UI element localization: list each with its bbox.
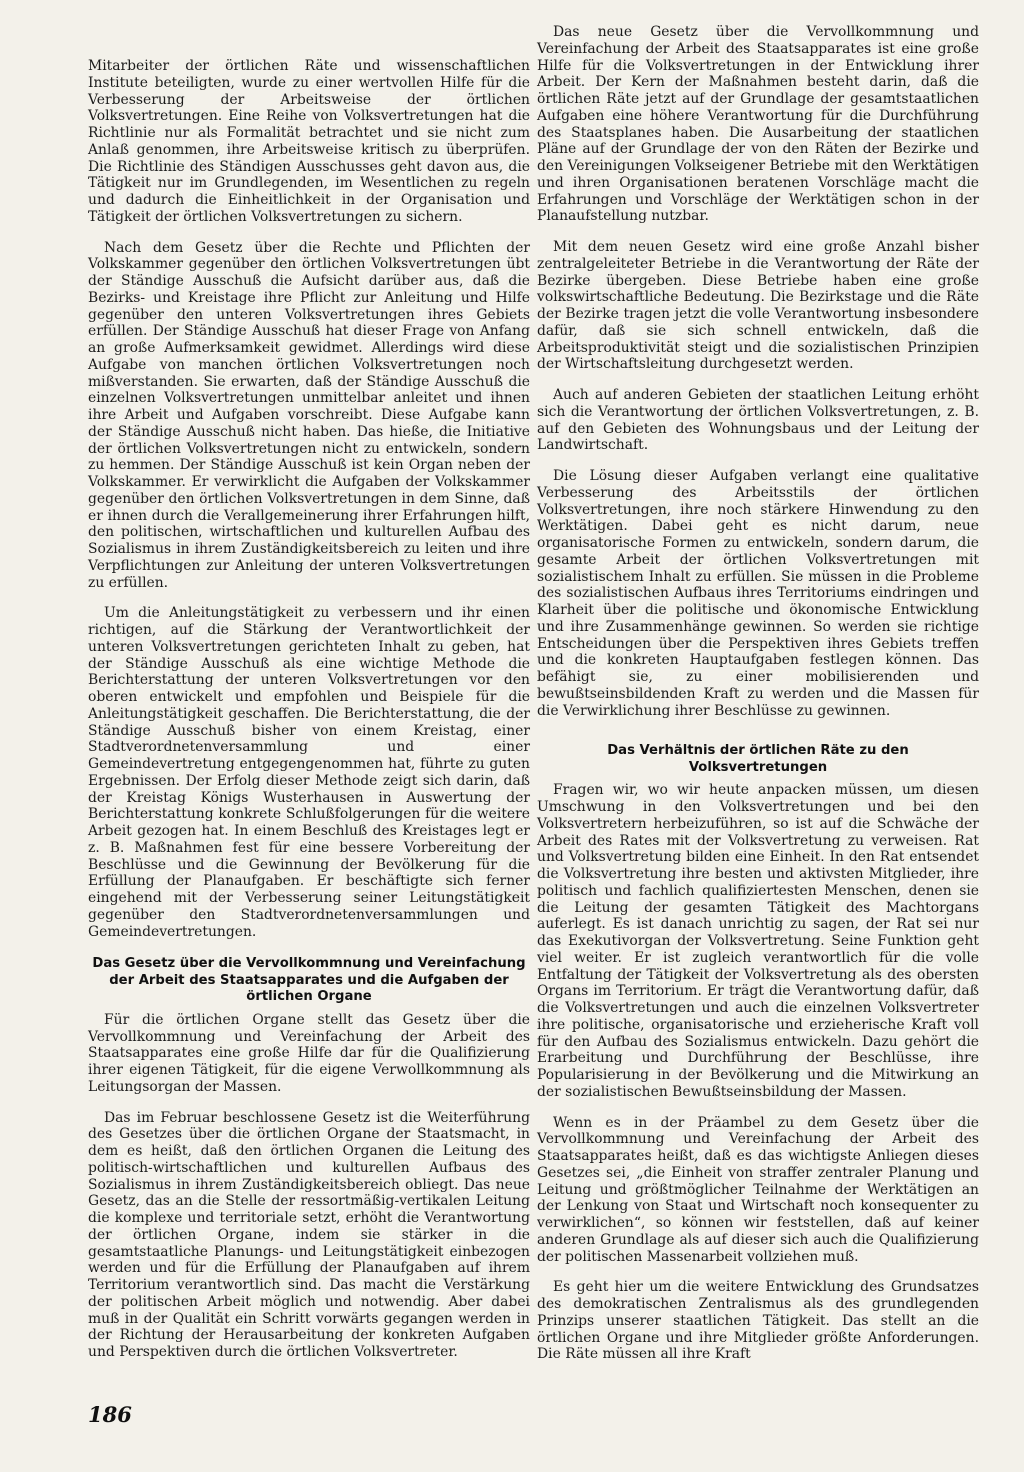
right-paragraph-6: Wenn es in der Präambel zu dem Gesetz über die Vervollkommnung und Vereinfachung der Arbeit des Staatsapparates heißt, daß es das wichtigste Anliegen dieses Gesetzes sei, „die Einheit von straffer zentraler Planung und Leitung und größtmöglicher Teilnahme der Werktätigen an der Lenkung von Staat und Wirtschaft noch konsequenter zu verwirklichen“, so können wir feststellen, daß auf keiner anderen Grundlage als auf dieser sich auch die Qualifizierung der politischen Massenarbeit vollziehen muß. <box>537 1114 979 1265</box>
left-paragraph-4: Für die örtlichen Organe stellt das Gesetz über die Vervollkommnung und Vereinfachung der Arbeit des Staatsapparates eine große Hilfe dar für die Qualifizierung ihrer eigenen Tätigkeit, für die eigene Verwollkommnung als Leitungsorgan der Massen. <box>88 1011 530 1095</box>
right-paragraph-2: Mit dem neuen Gesetz wird eine große Anzahl bisher zentralgeleiteter Betriebe in die Verantwortung der Räte der Bezirke übergeben. Diese Betriebe haben eine große volkswirtschaftliche Bedeutung. Die Bezirkstage und die Räte der Bezirke tragen jetzt die volle Verantwortung insbesondere dafür, daß sie sich schnell entwickeln, daß die Arbeitsproduktivität steigt und die sozialistischen Prinzipien der Wirtschaftsleitung durchgesetzt werden. <box>537 239 979 373</box>
right-paragraph-1: Das neue Gesetz über die Vervollkommnung und Vereinfachung der Arbeit des Staatsapparates ist eine große Hilfe für die Volksvertretungen in der Entwicklung ihrer Arbeit. Der Kern der Maßnahmen besteht darin, daß die örtlichen Räte jetzt auf der Grundlage der gesamtstaatlichen Aufgaben eine höhere Verantwortung für die Durchführung des Staatsplanes haben. Die Ausarbeitung der staatlichen Pläne auf der Grundlage der von den Räten der Bezirke und den Vereinigungen Volkseigener Betriebe mit den Werktätigen und ihren Organisationen beratenen Vorschläge macht die Erfahrungen und Vorschläge der Werktätigen schon in der Planaufstellung nutzbar. <box>537 24 979 225</box>
right-column <box>537 24 979 1377</box>
left-paragraph-3: Um die Anleitungstätigkeit zu verbessern und ihr einen richtigen, auf die Stärkung der Verantwortlichkeit der unteren Volksvertretungen gerichteten Inhalt zu geben, hat der Ständige Ausschuß als eine wichtige Methode die Berichterstattung der unteren Volksvertretungen vor den oberen entwickelt und empfohlen und Beispiele für die Anleitungstätigkeit geschaffen. Die Berichterstattung, die der Ständige Ausschuß bisher von einem Kreistag, einer Stadtverordnetenversammlung und einer Gemeindevertretung entgegengenommen hat, führte zu guten Ergebnissen. Der Erfolg dieser Methode zeigt sich darin, daß der Kreistag Königs Wusterhausen in Auswertung der Berichterstattung konkrete Schlußfolgerungen für die weitere Arbeit gezogen hat. In einem Beschluß des Kreistages legt er z. B. Maßnahmen fest für eine bessere Vorbereitung der Beschlüsse und die Gewinnung der Bevölkerung für die Erfüllung der Planaufgaben. Er beschäftigte sich ferner eingehend mit der Verbesserung seiner Leitungstätigkeit gegenüber den Stadtverordnetenversammlungen und Gemeindevertretungen. <box>88 605 530 940</box>
right-paragraph-4: Die Lösung dieser Aufgaben verlangt eine qualitative Verbesserung des Arbeitsstils der örtlichen Volksvertretungen, ihre noch stärkere Hinwendung zu den Werktätigen. Dabei geht es nicht darum, neue organisatorische Formen zu entwickeln, sondern darum, die gesamte Arbeit der örtlichen Volksvertretungen mit sozialistischem Inhalt zu erfüllen. Sie müssen in die Probleme des sozialistischen Aufbaus ihres Territoriums eindringen und Klarheit über die politische und ökonomische Entwicklung und ihre Zusammenhänge gewinnen. So werden sie richtige Entscheidungen über die Perspektiven ihres Gebiets treffen und die konkreten Hauptaufgaben festlegen können. Das befähigt sie, zu einer mobilisierenden und bewußtseinsbildenden Kraft zu werden und die Massen für die Verwirklichung ihrer Beschlüsse zu gewinnen. <box>537 468 979 719</box>
left-paragraph-2: Nach dem Gesetz über die Rechte und Pflichten der Volkskammer gegenüber den örtlichen Volksvertretungen übt der Ständige Ausschuß die Aufsicht darüber aus, daß die Bezirks- und Kreistage ihre Pflicht zur Anleitung und Hilfe gegenüber den unteren Volksvertretungen ihres Gebiets erfüllen. Der Ständige Ausschuß hat dieser Frage von Anfang an große Aufmerksamkeit gewidmet. Allerdings wird diese Aufgabe von manchen örtlichen Volksvertretungen noch mißverstanden. Sie erwarten, daß der Ständige Ausschuß die einzelnen Volksvertretungen unmittelbar anleitet und ihnen ihre Arbeit und Aufgaben vorschreibt. Diese Aufgabe kann der Ständige Ausschuß nicht haben. Das hieße, die Initiative der örtlichen Volksvertretungen nicht zu entwickeln, sondern zu hemmen. Der Ständige Ausschuß ist kein Organ neben der Volkskammer. Er verwirklicht die Aufgaben der Volkskammer gegenüber den örtlichen Volksvertretungen in dem Sinne, daß er ihnen durch die Verallgemeinerung ihrer Erfahrungen hilft, den politischen, wirtschaftlichen und kulturellen Aufbau des Sozialismus in ihrem Zuständigkeitsbereich zu leiten und ihre Verpflichtungen zur Anleitung der unteren Volksvertretungen zu erfüllen. <box>88 239 530 591</box>
left-paragraph-1: Mitarbeiter der örtlichen Räte und wissenschaftlichen Institute beteiligten, wurde zu einer wertvollen Hilfe für die Verbesserung der Arbeitsweise der örtlichen Volksvertretungen. Eine Reihe von Volksvertretungen hat die Richtlinie nur als Formalität betrachtet und sie nicht zum Anlaß genommen, ihre Arbeitsweise kritisch zu überprüfen. Die Richtlinie des Ständigen Ausschusses geht davon aus, die Tätigkeit nur im Grundlegenden, im Wesentlichen zu regeln und dadurch die Einheitlichkeit in der Organisation und Tätigkeit der örtlichen Volksvertretungen zu sichern. <box>88 58 530 225</box>
right-paragraph-5: Fragen wir, wo wir heute anpacken müssen, um diesen Umschwung in den Volksvertretungen und bei den Volksvertretern herbeizuführen, so ist auf die Schwäche der Arbeit des Rates mit der Volksvertretung zu verweisen. Rat und Volksvertretung bilden eine Einheit. In den Rat entsendet die Volksvertretung ihre besten und aktivsten Mitglieder, ihre politisch und fachlich qualifiziertesten Menschen, denen sie die Leitung der gesamten Tätigkeit des Machtorgans auferlegt. Es ist danach unrichtig zu sagen, der Rat sei nur das Exekutivorgan der Volksvertretung. Seine Funktion geht viel weiter. Er ist zugleich verantwortlich für die volle Entfaltung der Tätigkeit der Volksvertretung als des obersten Organs im Territorium. Er trägt die Verantwortung dafür, daß die Volksvertretungen und auch die einzelnen Volksvertreter ihre politische, organisatorische und erzieherische Kraft voll für den Aufbau des Sozialismus entwickeln. Dazu gehört die Erarbeitung und Durchführung der Beschlüsse, ihre Popularisierung in der Bevölkerung und die Mitwirkung an der sozialistischen Bewußtseinsbildung der Massen. <box>537 782 979 1100</box>
page-number: 186 <box>88 1402 132 1427</box>
right-paragraph-7: Es geht hier um die weitere Entwicklung des Grundsatzes des demokratischen Zentralismus als des grundlegenden Prinzips unserer staatlichen Tätigkeit. Das stellt an die örtlichen Organe und ihre Mitglieder größte Anforderungen. Die Räte müssen all ihre Kraft <box>537 1279 979 1363</box>
right-section-heading: Das Verhältnis der örtlichen Räte zu den Volksvertretungen <box>607 743 909 775</box>
left-column <box>88 58 530 1375</box>
left-section-heading: Das Gesetz über die Vervollkommnung und Vereinfachung der Arbeit des Staatsapparates und die Aufgaben der örtlichen Organe <box>92 956 526 1005</box>
left-paragraph-5: Das im Februar beschlossene Gesetz ist die Weiterführung des Gesetzes über die örtlichen Organe der Staatsmacht, in dem es heißt, daß den örtlichen Organen die Leitung des politisch-wirtschaftlichen und kulturellen Aufbaus des Sozialismus in ihrem Zuständigkeitsbereich obliegt. Das neue Gesetz, das an die Stelle der ressortmäßig-vertikalen Leitung die komplexe und territoriale setzt, erhöht die Verantwortung der örtlichen Organe, indem sie stärker in die gesamtstaatliche Planungs- und Leitungstätigkeit einbezogen werden und für die Erfüllung der Planaufgaben auf ihrem Territorium verantwortlich sind. Das macht die Verstärkung der politischen Arbeit möglich und notwendig. Aber dabei muß in der Qualität ein Schritt vorwärts gegangen werden in der Richtung der Herausarbeitung der konkreten Aufgaben und Perspektiven durch die örtlichen Volksvertreter. <box>88 1109 530 1360</box>
right-paragraph-3: Auch auf anderen Gebieten der staatlichen Leitung erhöht sich die Verantwortung der örtlichen Volksvertretungen, z. B. auf den Gebieten des Wohnungsbaus und der Leitung der Landwirtschaft. <box>537 387 979 454</box>
